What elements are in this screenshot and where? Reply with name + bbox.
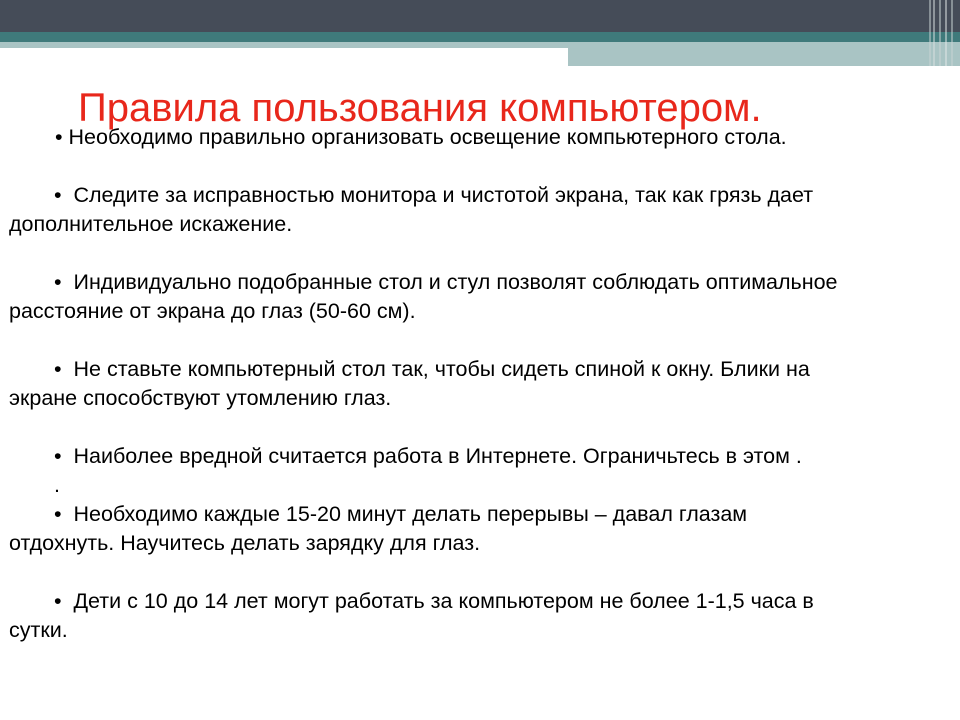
list-item-text: Наиболее вредной считается работа в Интернете. Ограничьтесь в этом . (73, 444, 802, 468)
list-item (9, 471, 949, 500)
list-item (9, 500, 949, 558)
list-item-text: Необходимо правильно организовать освещение компьютерного стола. (68, 125, 787, 149)
list-item-first-line (9, 502, 747, 526)
list-item (9, 181, 949, 239)
header-band-dark (0, 0, 960, 32)
bullet-glyph: • (54, 589, 62, 613)
list-item (9, 355, 949, 413)
list-item-text: Не ставьте компьютерный стол так, чтобы сидеть спиной к окну. Блики на (73, 357, 810, 381)
list-item (9, 268, 949, 326)
header-band-teal (0, 32, 960, 42)
list-item-continuation: расстояние от экрана до глаз (50-60 см). (9, 299, 416, 323)
corner-decoration (920, 0, 960, 66)
bullet-glyph: • (54, 357, 62, 381)
header-band-light-right (568, 42, 960, 66)
list-item-continuation: дополнительное искажение. (9, 212, 293, 236)
bullet-glyph: • (54, 183, 62, 207)
list-item-text: Следите за исправностью монитора и чистотой экрана, так как грязь дает (73, 183, 814, 207)
page-title: Правила пользования компьютером. (78, 86, 762, 130)
list-item-first-line (9, 444, 802, 468)
bullet-glyph: • (54, 444, 62, 468)
bullet-glyph: • (54, 270, 62, 294)
list-item-text: . (54, 473, 60, 497)
list-item-first-line (9, 183, 813, 207)
list-item (9, 587, 949, 645)
list-item-continuation: отдохнуть. Научитесь делать зарядку для глаз. (9, 531, 481, 555)
list-item-first-line (9, 473, 60, 497)
list-item-first-line (9, 589, 814, 613)
list-item (9, 123, 949, 152)
list-item (9, 442, 949, 471)
list-item-first-line (9, 357, 810, 381)
bullet-glyph: • (54, 502, 62, 526)
list-item-text: Индивидуально подобранные стол и стул позволят соблюдать оптимальное (73, 270, 838, 294)
list-item-text: Дети с 10 до 14 лет могут работать за компьютером не более 1-1,5 часа в (73, 589, 814, 613)
header-band-light-left (0, 42, 568, 48)
bullet-list (9, 123, 949, 645)
list-item-text: Необходимо каждые 15-20 минут делать перерывы – давал глазам (73, 502, 748, 526)
list-item-first-line (9, 270, 838, 294)
list-item-continuation: сутки. (9, 618, 68, 642)
bullet-glyph: • (55, 125, 63, 149)
list-item-continuation: экране способствуют утомлению глаз. (9, 386, 392, 410)
